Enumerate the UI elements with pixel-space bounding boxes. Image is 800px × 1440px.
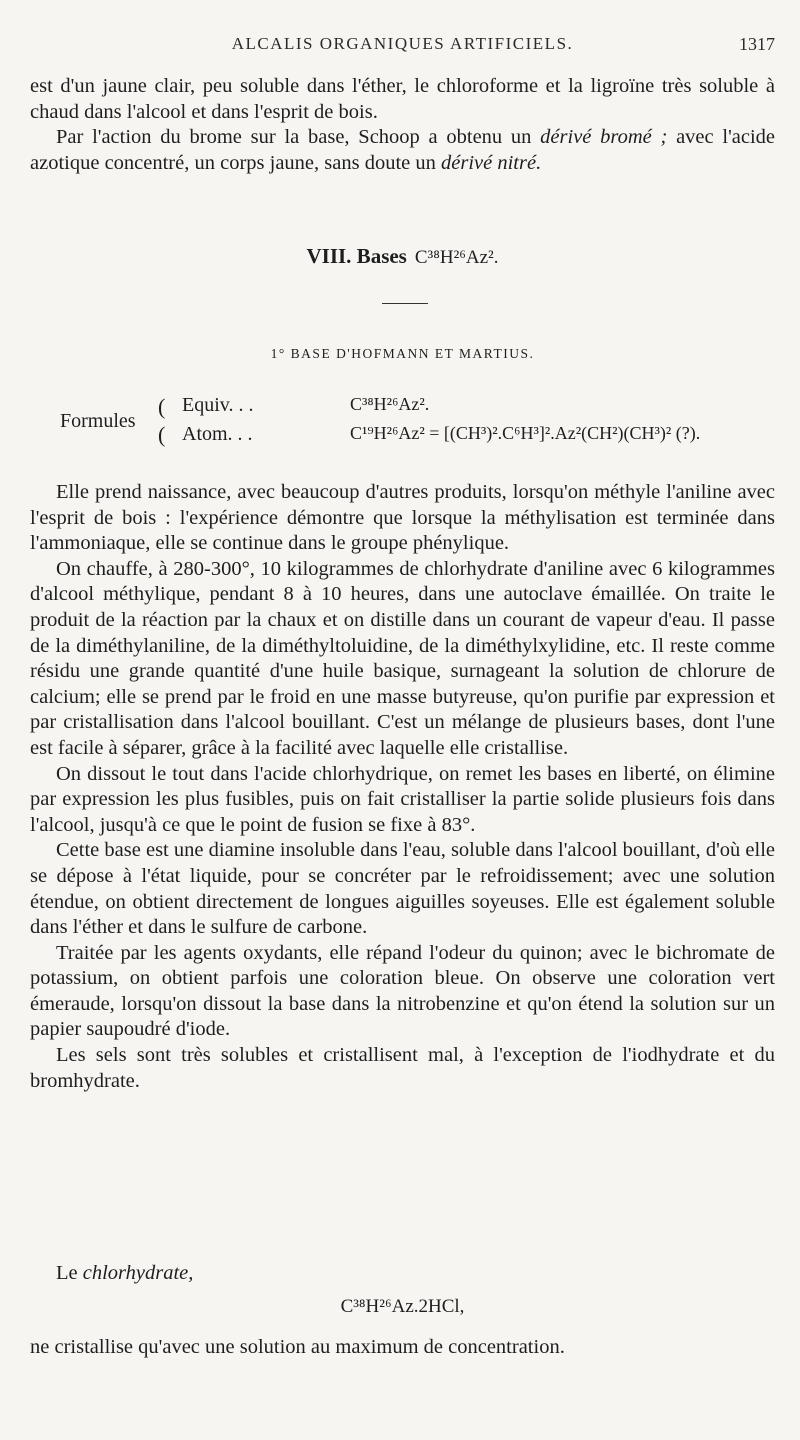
chlorhydrate-label (56, 1262, 193, 1285)
intro-p2-b: avec l'acide azotique concentré, un corps jaune, sans doute un (30, 126, 776, 174)
section-title-text: VIII. Bases (306, 244, 407, 268)
atom-label: Atom. . . (182, 423, 253, 445)
intro-p2-em1: dérivé bromé ; (540, 126, 668, 149)
paragraph-1: Elle prend naissance, avec beaucoup d'autres produits, lorsqu'on méthyle l'aniline avec l'esprit de bois : l'expérience démontre que lorsque la méthylisation est terminée dans l'ammoniaque, elle se continue dans le groupe phénylique. (30, 481, 775, 555)
page-number: 1317 (739, 34, 775, 54)
atom-formula: C¹⁹H²⁶Az² = [(CH³)².C⁶H³]².Az²(CH²)(CH³)² (?). (350, 423, 701, 443)
intro-paragraph-1: est d'un jaune clair, peu soluble dans l'éther, le chloroforme et la ligroïne très soluble à chaud dans l'alcool et dans l'esprit de bois. (30, 75, 775, 123)
formulas-lead: Formules (60, 410, 136, 432)
paragraph-3: On dissout le tout dans l'acide chlorhydrique, on remet les bases en liberté, on élimine par expression les plus fusibles, puis on fait cristalliser la partie solide plusieurs fois dans l'alcool, jusqu'à ce que le point de fusion se fixe à 83°. (30, 762, 775, 836)
intro-paragraph-2 (30, 125, 775, 176)
chlorhydrate-formula: C³⁸H²⁶Az.2HCl, (340, 1296, 465, 1317)
paragraph-4: Cette base est une diamine insoluble dans l'eau, soluble dans l'alcool bouillant, d'où elle se dépose à l'état liquide, pour se concréter par le refroidissement; avec une solution étendue, on obtient directement de longues aiguilles soyeuses. Elle est également soluble dans l'éther et dans le sulfure de carbone. (30, 839, 775, 939)
paragraph-2: On chauffe, à 280-300°, 10 kilogrammes de chlorhydrate d'aniline avec 6 kilogrammes d'alcool méthylique, pendant 8 à 10 heures, dans une autoclave émaillée. On traite le produit de la réaction par la chaux et on distille dans un courant de vapeur d'eau. Il passe de la diméthylaniline, de la diméthyltoluidine, de la diméthylxylidine, etc. Il reste comme résidu une grande quantité d'une huile basique, surnageant la solution de chlorure de calcium; elle se prend par le froid en une masse butyreuse, qu'on purifie par expression et par cristallisation dans l'alcool bouillant. C'est un mélange de plusieurs bases, dont l'une est facile à séparer, grâce à la facilité avec laquelle elle cristallise. (30, 557, 775, 759)
closing-line: ne cristallise qu'avec une solution au maximum de concentration. (30, 1336, 565, 1358)
section-subtitle: 1° BASE D'HOFMANN ET MARTIUS. (270, 346, 535, 361)
section-title (30, 244, 775, 269)
paragraph-5: Traitée par les agents oxydants, elle répand l'odeur du quinon; avec le bichromate de potassium, on obtient parfois une coloration bleue. On observe une coloration vert émeraude, lorsqu'on dissout la base dans la nitrobenzine et qu'on étend la solution sur un papier saupoudré d'iode. (30, 941, 775, 1041)
equiv-formula: C³⁸H²⁶Az². (350, 394, 430, 414)
intro-p2-a: Par l'action du brome sur la base, Schoop a obtenu un (56, 126, 541, 149)
section-divider (382, 303, 428, 304)
intro-block (30, 74, 775, 176)
chlorhydrate-prefix: Le (56, 1262, 83, 1284)
page-header (30, 34, 775, 58)
closing-block (30, 1335, 775, 1361)
paragraph-6: Les sels sont très solubles et cristallisent mal, à l'exception de l'iodhydrate et du bromhydrate. (30, 1044, 775, 1092)
running-head: ALCALIS ORGANIQUES ARTIFICIELS. (231, 34, 574, 53)
intro-p2-em2: dérivé nitré. (441, 151, 542, 174)
section-title-formula: C³⁸H²⁶Az². (414, 247, 499, 268)
brace-top: ( (158, 394, 166, 419)
equiv-label: Equiv. . . (182, 394, 254, 416)
main-body (30, 480, 775, 1094)
chlorhydrate-name: chlorhydrate, (82, 1262, 194, 1284)
formulas-block (60, 392, 775, 456)
brace-bottom: ( (158, 422, 166, 447)
